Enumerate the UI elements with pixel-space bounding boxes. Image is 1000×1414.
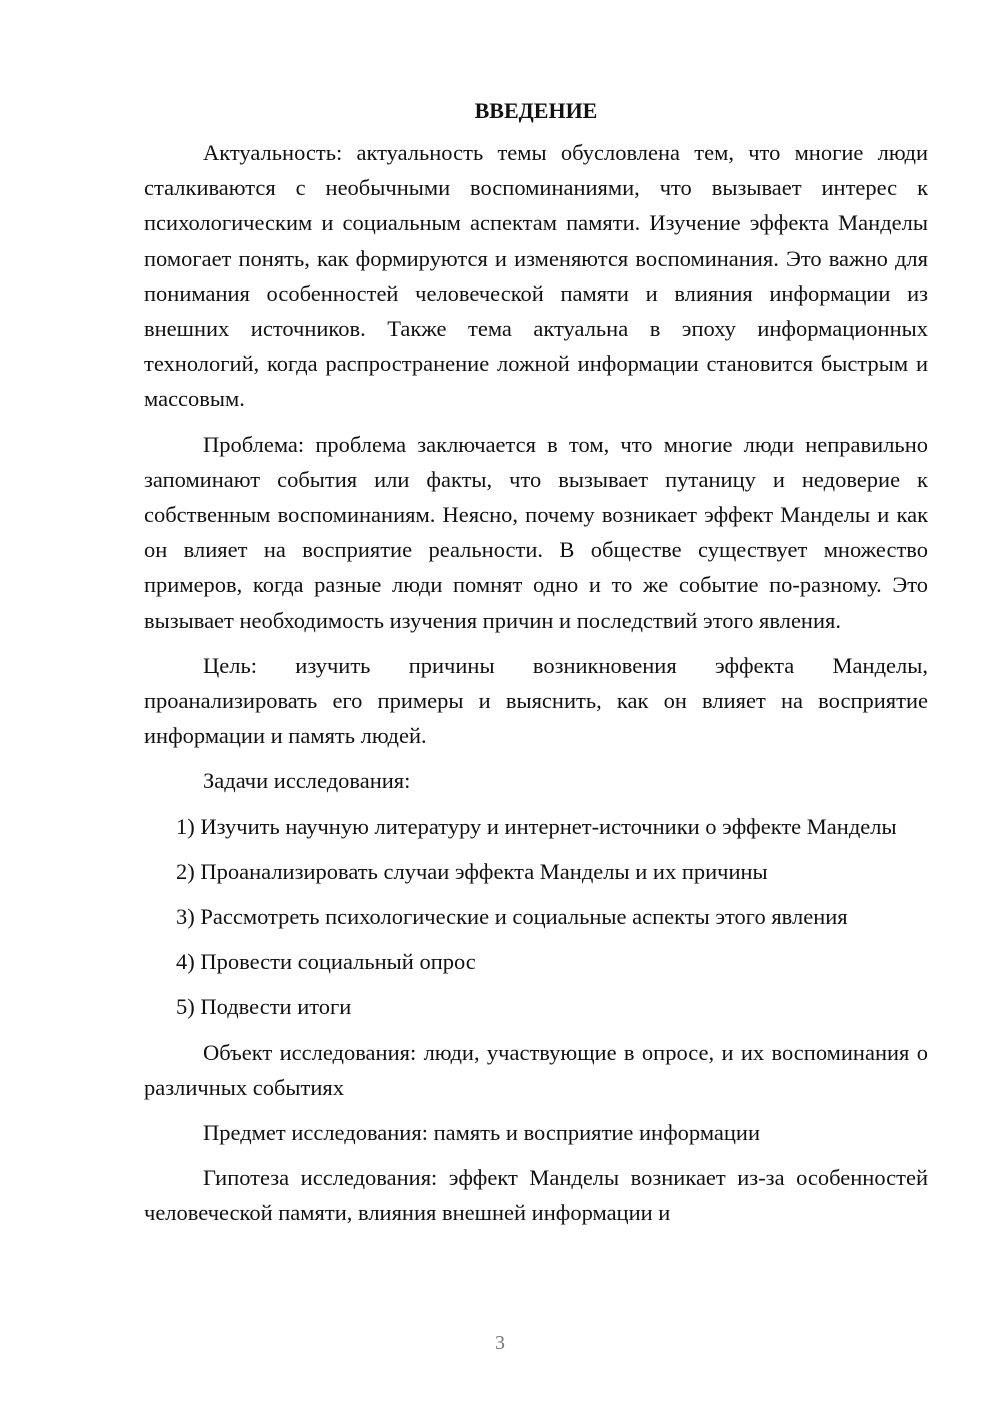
page-content xyxy=(144,95,928,1241)
paragraph-hypothesis: Гипотеза исследования: эффект Манделы возникает из-за особенностей человеческой памяти, влияния внешней информации и xyxy=(144,1165,928,1226)
task-item: 4) Провести социальный опрос xyxy=(176,949,476,975)
paragraph-relevance: Актуальность: актуальность темы обусловлена тем, что многие люди сталкиваются с необычными воспоминаниями, что вызывает интерес к психологическим и социальным аспектам памяти. Изучение эффекта Манделы помогает понять, как формируются и изменяются воспоминания. Это важно для понимания особенностей человеческой памяти и влияния информации из внешних источников. Также тема актуальна в эпоху информационных технологий, когда распространение ложной информации становится быстрым и массовым. xyxy=(144,140,928,412)
task-item: 5) Подвести итоги xyxy=(176,994,352,1020)
task-item: 3) Рассмотреть психологические и социальные аспекты этого явления xyxy=(176,904,848,930)
paragraph-problem: Проблема: проблема заключается в том, что многие люди неправильно запоминают события или факты, что вызывает путаницу и недоверие к собственным воспоминаниям. Неясно, почему возникает эффект Манделы и как он влияет на восприятие реальности. В обществе существует множество примеров, когда разные люди помнят одно и то же событие по-разному. Это вызывает необходимость изучения причин и последствий этого явления. xyxy=(144,431,928,633)
task-item: 2) Проанализировать случаи эффекта Манделы и их причины xyxy=(176,858,768,884)
paragraph-subject: Предмет исследования: память и восприятие информации xyxy=(203,1120,761,1146)
paragraph-goal: Цель: изучить причины возникновения эффекта Манделы, проанализировать его примеры и выяснить, как он влияет на восприятие информации и память людей. xyxy=(144,652,928,749)
page-number: 3 xyxy=(495,1332,505,1354)
section-title: ВВЕДЕНИЕ xyxy=(474,98,598,123)
task-item: 1) Изучить научную литературу и интернет-источники о эффекте Манделы xyxy=(176,813,897,839)
tasks-heading: Задачи исследования: xyxy=(203,768,411,794)
paragraph-object: Объект исследования: люди, участвующие в опросе, и их воспоминания о различных событиях xyxy=(144,1039,928,1100)
